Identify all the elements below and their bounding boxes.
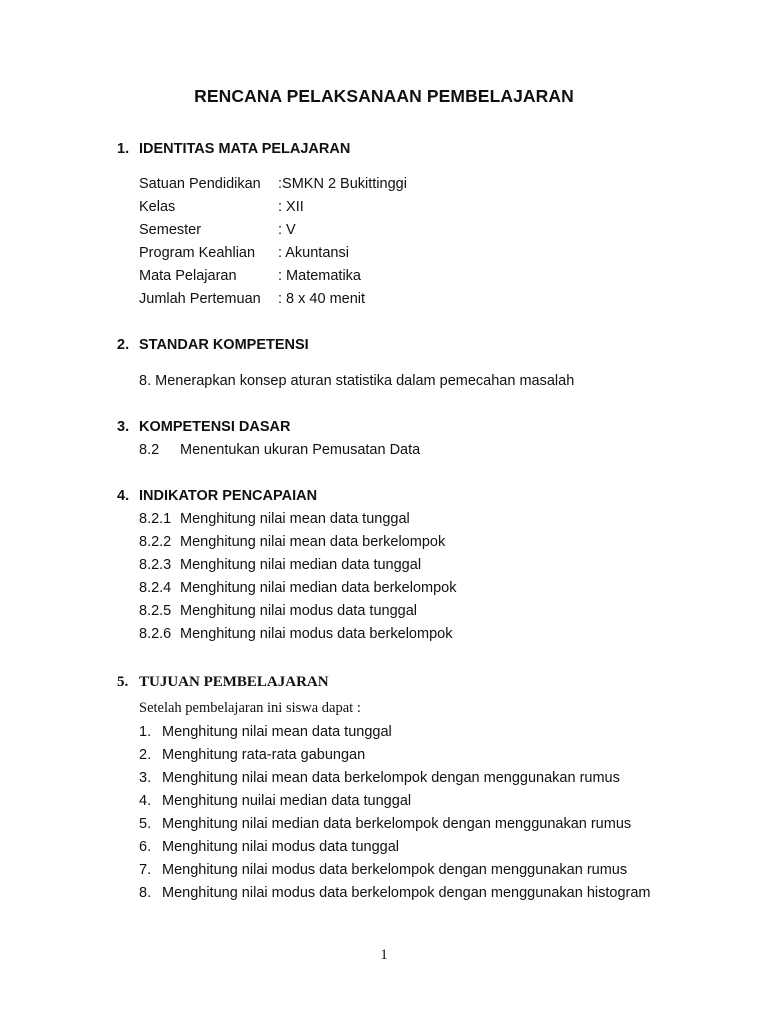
section-number: 5. [117,674,129,690]
identitas-value: : Akuntansi [278,245,349,261]
identitas-label: Satuan Pendidikan [139,176,261,192]
page-number: 1 [380,947,388,963]
tujuan-number: 7. [139,862,152,878]
identitas-row [139,199,304,215]
section-title: IDENTITAS MATA PELAJARAN [139,141,351,157]
indikator-text: Menghitung nilai mean data berkelompok [180,534,446,550]
indikator-text: Menghitung nilai modus data tunggal [180,603,417,619]
indikator-code: 8.2.4 [139,580,172,596]
section-title: KOMPETENSI DASAR [139,419,291,435]
section-number: 2. [117,337,130,353]
tujuan-text: Menghitung nuilai median data tunggal [162,793,412,809]
section-title: STANDAR KOMPETENSI [139,337,309,353]
indikator-code: 8.2.1 [139,511,172,527]
section-kompetensi-heading [117,419,290,435]
identitas-value: : 8 x 40 menit [278,291,366,307]
section-identitas-heading [117,141,350,157]
section-title: TUJUAN PEMBELAJARAN [139,674,329,690]
section-tujuan-heading [117,674,329,691]
identitas-row [139,176,407,192]
identitas-label: Jumlah Pertemuan [139,291,261,307]
tujuan-number: 1. [139,724,152,740]
identitas-label: Kelas [139,199,176,215]
tujuan-item [139,839,399,855]
indikator-text: Menghitung nilai mean data tunggal [180,511,410,527]
indikator-code: 8.2.6 [139,626,172,642]
section-number: 1. [117,141,130,157]
tujuan-text: Menghitung nilai mean data berkelompok dengan menggunakan rumus [162,770,620,786]
tujuan-item [139,862,627,878]
indikator-code: 8.2.2 [139,534,172,550]
tujuan-number: 6. [139,839,152,855]
identitas-value: : Matematika [278,268,361,284]
identitas-value: : V [278,222,296,238]
kompetensi-code: 8.2 [139,442,160,458]
identitas-row [139,245,349,261]
identitas-label: Semester [139,222,202,238]
indikator-text: Menghitung nilai median data tunggal [180,557,422,573]
section-number: 4. [117,488,130,504]
indikator-item [139,580,456,596]
tujuan-number: 5. [139,816,152,832]
section-indikator-heading [117,488,317,504]
identitas-value: : XII [278,199,304,215]
section-number: 3. [117,419,130,435]
section-standar-heading [117,337,309,353]
section-title: INDIKATOR PENCAPAIAN [139,488,318,504]
tujuan-intro: Setelah pembelajaran ini siswa dapat : [139,700,361,716]
tujuan-item [139,793,411,809]
indikator-item [139,626,452,642]
tujuan-number: 2. [139,747,152,763]
tujuan-number: 3. [139,770,152,786]
indikator-item [139,511,410,527]
indikator-code: 8.2.5 [139,603,172,619]
tujuan-item [139,816,631,832]
kompetensi-text: Menentukan ukuran Pemusatan Data [180,442,421,458]
identitas-label: Program Keahlian [139,245,256,261]
identitas-value: :SMKN 2 Bukittinggi [278,176,407,192]
indikator-text: Menghitung nilai median data berkelompok [180,580,457,596]
indikator-item [139,557,421,573]
tujuan-text: Menghitung nilai modus data berkelompok dengan menggunakan histogram [162,885,651,901]
tujuan-number: 8. [139,885,152,901]
identitas-row [139,291,365,307]
tujuan-item [139,747,365,763]
standar-text: 8. Menerapkan konsep aturan statistika dalam pemecahan masalah [139,373,575,389]
identitas-row [139,222,296,238]
indikator-code: 8.2.3 [139,557,172,573]
kompetensi-row [139,442,420,458]
tujuan-number: 4. [139,793,152,809]
tujuan-text: Menghitung nilai mean data tunggal [162,724,392,740]
indikator-item [139,534,445,550]
indikator-text: Menghitung nilai modus data berkelompok [180,626,453,642]
identitas-row [139,268,361,284]
tujuan-text: Menghitung nilai median data berkelompok dengan menggunakan rumus [162,816,632,832]
tujuan-text: Menghitung nilai modus data tunggal [162,839,399,855]
identitas-label: Mata Pelajaran [139,268,237,284]
tujuan-text: Menghitung rata-rata gabungan [162,747,366,763]
tujuan-item [139,770,620,786]
document-title: RENCANA PELAKSANAAN PEMBELAJARAN [194,86,574,106]
tujuan-item [139,724,392,740]
tujuan-item [139,885,650,901]
tujuan-text: Menghitung nilai modus data berkelompok dengan menggunakan rumus [162,862,628,878]
indikator-item [139,603,417,619]
